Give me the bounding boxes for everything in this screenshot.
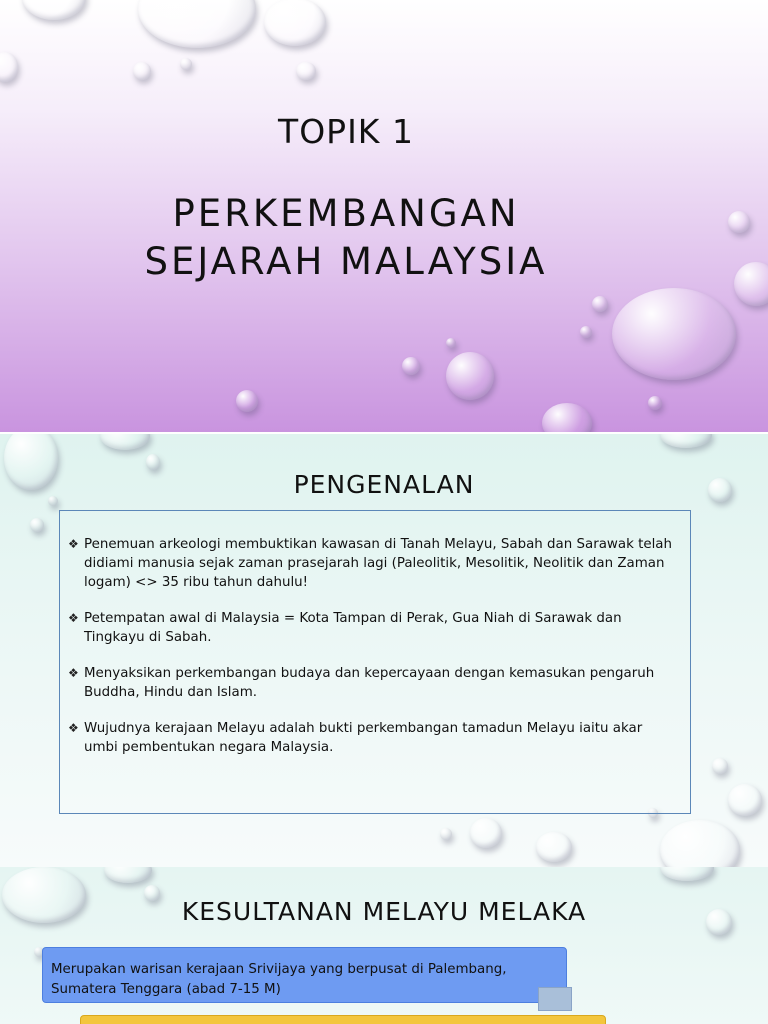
title-line-1: PERKEMBANGAN	[172, 192, 520, 235]
diamond-bullet-icon: ❖	[68, 611, 79, 625]
water-drop	[0, 52, 18, 82]
content-box	[59, 510, 691, 814]
water-drop	[236, 390, 258, 412]
water-drop	[138, 0, 256, 48]
down-arrow-icon	[538, 987, 572, 1011]
info-box-next	[80, 1015, 606, 1024]
water-drop	[446, 352, 494, 400]
water-drop	[133, 62, 151, 80]
water-drop	[660, 434, 712, 448]
water-drop	[180, 58, 192, 70]
water-drop	[264, 0, 326, 46]
water-drop	[296, 62, 316, 80]
water-drop	[470, 818, 502, 848]
slide-title	[0, 0, 768, 432]
diamond-bullet-icon: ❖	[68, 721, 79, 735]
water-drop	[30, 518, 44, 532]
water-drop	[612, 288, 736, 380]
water-drop	[542, 403, 592, 432]
title-line-2: SEJARAH MALAYSIA	[144, 240, 548, 283]
bullet-item	[68, 535, 678, 592]
water-drop	[446, 338, 456, 348]
bullet-item	[68, 664, 678, 702]
water-drop	[402, 357, 420, 375]
bullet-item	[68, 609, 678, 647]
bullet-text: Penemuan arkeologi membuktikan kawasan di Tanah Melayu, Sabah dan Sarawak telah didiami manusia sejak zaman prasejarah lagi (Paleolitik, Mesolitik, Neolitik dan Zaman logam) <> 35 ribu tahun dahulu!	[84, 537, 672, 590]
topic-number: TOPIK 1	[278, 112, 414, 151]
water-drop	[712, 758, 728, 774]
slide-pengenalan	[0, 434, 768, 867]
section-heading: PENGENALAN	[293, 470, 475, 499]
bullet-text: Menyaksikan perkembangan budaya dan kepercayaan dengan kemasukan pengaruh Buddha, Hindu dan Islam.	[84, 666, 655, 700]
water-drop	[22, 0, 86, 20]
water-drop	[728, 784, 762, 816]
water-drop	[580, 326, 592, 338]
page-title	[0, 190, 692, 286]
water-drop	[536, 832, 572, 862]
water-drop	[592, 296, 608, 312]
water-drop	[734, 262, 768, 306]
water-drop	[104, 867, 152, 883]
water-drop	[660, 820, 740, 867]
bullet-text: Petempatan awal di Malaysia = Kota Tampan di Perak, Gua Niah di Sarawak dan Tingkayu di Sabah.	[84, 611, 622, 645]
slide-kesultanan	[0, 867, 768, 1024]
diamond-bullet-icon: ❖	[68, 537, 79, 551]
water-drop	[648, 396, 662, 410]
info-box: Merupakan warisan kerajaan Srivijaya yang berpusat di Palembang, Sumatera Tenggara (abad 7-15 M)	[42, 947, 567, 1003]
water-drop	[146, 454, 160, 470]
bullet-text: Wujudnya kerajaan Melayu adalah bukti perkembangan tamadun Melayu iaitu akar umbi pembentukan negara Malaysia.	[84, 721, 643, 755]
diamond-bullet-icon: ❖	[68, 666, 79, 680]
water-drop	[100, 434, 150, 450]
water-drop	[440, 828, 452, 840]
water-drop	[728, 211, 750, 233]
water-drop	[660, 867, 714, 881]
section-heading: KESULTANAN MELAYU MELAKA	[181, 897, 587, 926]
bullet-item	[68, 719, 678, 757]
